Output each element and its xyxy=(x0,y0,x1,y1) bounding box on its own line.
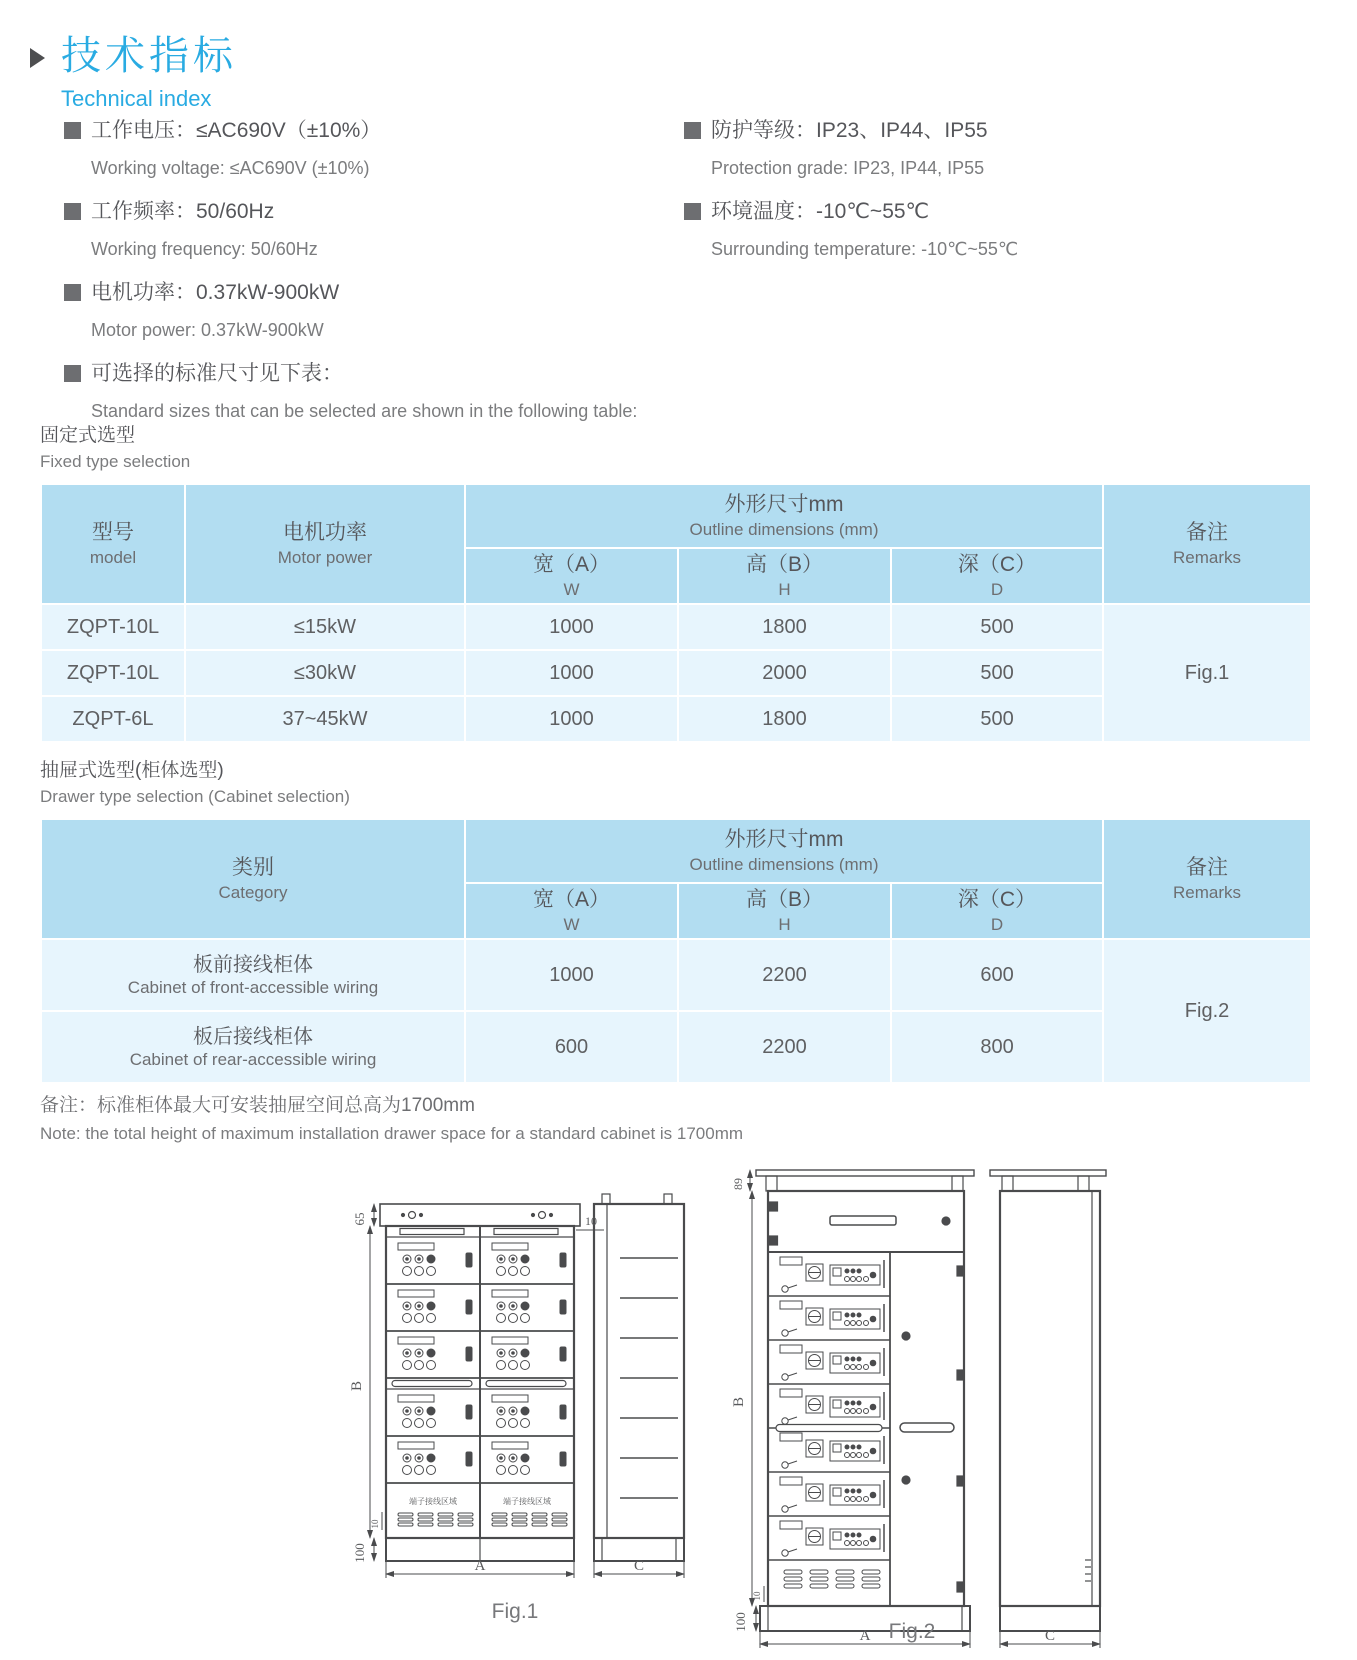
footnote xyxy=(40,1090,743,1144)
section-title-cn: 固定式选型 xyxy=(40,425,136,446)
fig1-dim-height: B xyxy=(349,1380,365,1392)
page-subtitle: Technical index xyxy=(61,86,212,111)
cell-model: ZQPT-6L xyxy=(41,696,185,742)
spec-item xyxy=(684,199,1304,260)
spec-item xyxy=(64,361,684,422)
spec-text-cn: 工作频率：50/60Hz xyxy=(91,200,275,223)
cell-power: ≤30kW xyxy=(185,650,465,696)
col-header-category: 类别 Category xyxy=(41,819,465,939)
cell-power: ≤15kW xyxy=(185,604,465,650)
fixed-type-table xyxy=(40,483,1312,743)
cell-height: 2200 xyxy=(678,1011,891,1083)
fig2-dim-depth: C xyxy=(1044,1628,1056,1644)
col-header-power: 电机功率 Motor power xyxy=(185,484,465,604)
spec-column-right xyxy=(684,118,1304,442)
col-header-dimensions: 外形尺寸mm Outline dimensions (mm) xyxy=(465,819,1103,883)
spec-text-en: Surrounding temperature: -10℃~55℃ xyxy=(711,239,1019,259)
section-title-en: Fixed type selection xyxy=(40,452,191,471)
cell-width: 1000 xyxy=(465,604,678,650)
col-header-width: 宽（A） W xyxy=(465,883,678,939)
spec-text-cn: 防护等级：IP23、IP44、IP55 xyxy=(711,119,988,142)
spec-text-en: Standard sizes that can be selected are shown in the following table: xyxy=(91,401,638,421)
cell-height: 2200 xyxy=(678,939,891,1011)
cell-width: 600 xyxy=(465,1011,678,1083)
cell-depth: 500 xyxy=(891,604,1103,650)
col-header-height: 高（B） H xyxy=(678,883,891,939)
cell-depth: 600 xyxy=(891,939,1103,1011)
spec-text-cn: 工作电压：≤AC690V（±10%） xyxy=(91,119,382,142)
bullet-icon xyxy=(684,122,701,139)
spec-text-en: Working voltage: ≤AC690V (±10%) xyxy=(91,158,370,178)
spec-text-en: Protection grade: IP23, IP44, IP55 xyxy=(711,158,985,178)
cell-model: ZQPT-10L xyxy=(41,650,185,696)
spec-text-en: Working frequency: 50/60Hz xyxy=(91,239,318,259)
section-fixed-type xyxy=(40,420,190,472)
fig1-dim-base: 100 xyxy=(352,1543,367,1563)
fig2-dim-cap: 89 xyxy=(731,1178,745,1190)
cell-height: 1800 xyxy=(678,604,891,650)
section-title-cn: 抽屉式选型(柜体选型) xyxy=(40,760,224,781)
fig1-caption: Fig.1 xyxy=(491,1600,539,1623)
cell-depth: 800 xyxy=(891,1011,1103,1083)
spec-item xyxy=(684,118,1304,179)
fig1-dim-depth: C xyxy=(633,1558,645,1574)
cell-width: 1000 xyxy=(465,939,678,1011)
section-title-en: Drawer type selection (Cabinet selection) xyxy=(40,787,350,806)
spec-text-en: Motor power: 0.37kW-900kW xyxy=(91,320,324,340)
bullet-icon xyxy=(64,284,81,301)
cell-power: 37~45kW xyxy=(185,696,465,742)
fig1-dim-width: A xyxy=(474,1558,486,1574)
fig1-dim-vent: 10 xyxy=(370,1519,380,1529)
fig1-drawing xyxy=(330,1138,700,1598)
spec-column-left xyxy=(64,118,684,442)
bullet-icon xyxy=(64,122,81,139)
cell-height: 1800 xyxy=(678,696,891,742)
fig1-dim-cap: 65 xyxy=(352,1212,367,1226)
cell-category: 板前接线柜体 Cabinet of front-accessible wiring xyxy=(41,939,465,1011)
cell-category: 板后接线柜体 Cabinet of rear-accessible wiring xyxy=(41,1011,465,1083)
spec-item xyxy=(64,118,684,179)
spec-item xyxy=(64,199,684,260)
spec-text-cn: 可选择的标准尺寸见下表： xyxy=(91,362,343,385)
col-header-remarks: 备注 Remarks xyxy=(1103,819,1311,939)
cell-height: 2000 xyxy=(678,650,891,696)
spec-text-cn: 电机功率：0.37kW-900kW xyxy=(91,281,340,304)
page-header xyxy=(30,34,237,112)
page-title: 技术指标 xyxy=(61,34,237,78)
fig1-terminal-label: 端子接线区域 xyxy=(503,1497,551,1506)
cell-model: ZQPT-10L xyxy=(41,604,185,650)
spec-text-cn: 环境温度：-10℃~55℃ xyxy=(711,200,930,223)
fig2-caption: Fig.2 xyxy=(888,1620,936,1643)
col-header-width: 宽（A） W xyxy=(465,548,678,604)
cell-remark: Fig.2 xyxy=(1103,939,1311,1083)
table-row xyxy=(41,604,1311,650)
footnote-cn: 备注：标准柜体最大可安装抽屉空间总高为1700mm xyxy=(40,1095,475,1116)
cell-depth: 500 xyxy=(891,650,1103,696)
cell-width: 1000 xyxy=(465,696,678,742)
col-header-height: 高（B） H xyxy=(678,548,891,604)
footnote-en: Note: the total height of maximum installation drawer space for a standard cabinet is 1700mm xyxy=(40,1124,744,1143)
bullet-icon xyxy=(64,365,81,382)
table-row xyxy=(41,939,1311,1011)
col-header-model: 型号 model xyxy=(41,484,185,604)
fig2-dim-vent: 10 xyxy=(752,1591,762,1601)
section-marker-icon xyxy=(30,48,45,68)
cell-width: 1000 xyxy=(465,650,678,696)
fig1-terminal-label: 端子接线区域 xyxy=(409,1497,457,1506)
col-header-dimensions: 外形尺寸mm Outline dimensions (mm) xyxy=(465,484,1103,548)
spec-item xyxy=(64,280,684,341)
figure-2 xyxy=(712,1140,1112,1644)
fig2-dim-width: A xyxy=(859,1628,871,1644)
fig1-dim-top-right: 10 xyxy=(585,1214,597,1228)
cell-remark: Fig.1 xyxy=(1103,604,1311,742)
col-header-depth: 深（C） D xyxy=(891,548,1103,604)
fig2-dim-base: 100 xyxy=(733,1612,748,1632)
drawer-type-table xyxy=(40,818,1312,1084)
bullet-icon xyxy=(64,203,81,220)
section-drawer-type xyxy=(40,755,350,807)
col-header-depth: 深（C） D xyxy=(891,883,1103,939)
figure-1 xyxy=(330,1138,700,1624)
fig2-dim-height: B xyxy=(731,1396,747,1408)
spec-list xyxy=(64,118,1304,442)
cell-depth: 500 xyxy=(891,696,1103,742)
bullet-icon xyxy=(684,203,701,220)
col-header-remarks: 备注 Remarks xyxy=(1103,484,1311,604)
